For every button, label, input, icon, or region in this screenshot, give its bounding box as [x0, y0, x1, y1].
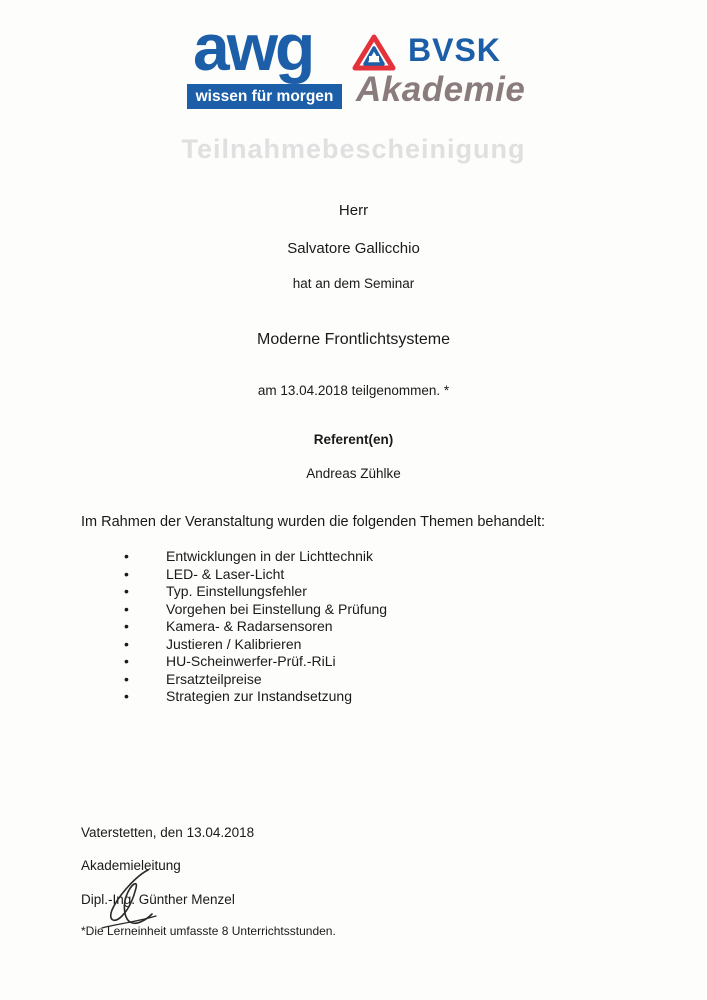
akademie-logo-word: Akademie [356, 70, 526, 109]
topic-text: HU-Scheinwerfer-Prüf.-RiLi [166, 653, 336, 669]
bullet: • [124, 565, 129, 582]
signatory-role: Akademieleitung [81, 858, 181, 873]
topics-intro: Im Rahmen der Veranstaltung wurden die folgenden Themen behandelt: [81, 514, 546, 530]
topic-text: Strategien zur Instandsetzung [166, 688, 353, 704]
topic-text: Typ. Einstellungsfehler [166, 583, 307, 599]
seminar-title: Moderne Frontlichtsysteme [257, 331, 450, 348]
bullet: • [124, 653, 129, 669]
topic-text: LED- & Laser-Licht [166, 565, 285, 582]
certificate-title: Teilnahmebescheinigung [181, 134, 526, 164]
topic-text: Justieren / Kalibrieren [166, 635, 302, 652]
bullet: • [124, 618, 129, 634]
bvsk-logo-word: BVSK [408, 32, 501, 68]
topic-text: Kamera- & Radarsensoren [166, 618, 333, 634]
awg-logo [187, 10, 342, 110]
participant-name: Salvatore Gallicchio [287, 240, 420, 257]
bvsk-akademie-logo [352, 30, 526, 112]
bvsk-triangle-icon [352, 34, 396, 72]
bullet: • [124, 600, 129, 617]
speaker-name: Andreas Zühlke [306, 466, 401, 481]
date-line: am 13.04.2018 teilgenommen. * [257, 383, 450, 398]
salutation: Herr [338, 202, 369, 219]
bullet: • [124, 688, 129, 704]
topic-text: Vorgehen bei Einstellung & Prüfung [166, 600, 388, 617]
bullet: • [124, 583, 129, 599]
signatory-name: Dipl.-Ing. Günther Menzel [81, 892, 235, 907]
footnote: *Die Lerneinheit umfasste 8 Unterrichtsstunden. [81, 924, 336, 938]
bullet: • [124, 670, 129, 687]
bullet: • [124, 635, 129, 652]
speaker-heading: Referent(en) [313, 432, 394, 447]
place-date: Vaterstetten, den 13.04.2018 [81, 825, 255, 840]
awg-logo-tagline: wissen für morgen [187, 84, 342, 109]
participated-text: hat an dem Seminar [292, 276, 415, 291]
topic-text: Ersatzteilpreise [166, 670, 262, 687]
bullet: • [124, 548, 129, 564]
topic-text: Entwicklungen in der Lichttechnik [166, 548, 374, 564]
awg-logo-word: awg [193, 10, 313, 84]
